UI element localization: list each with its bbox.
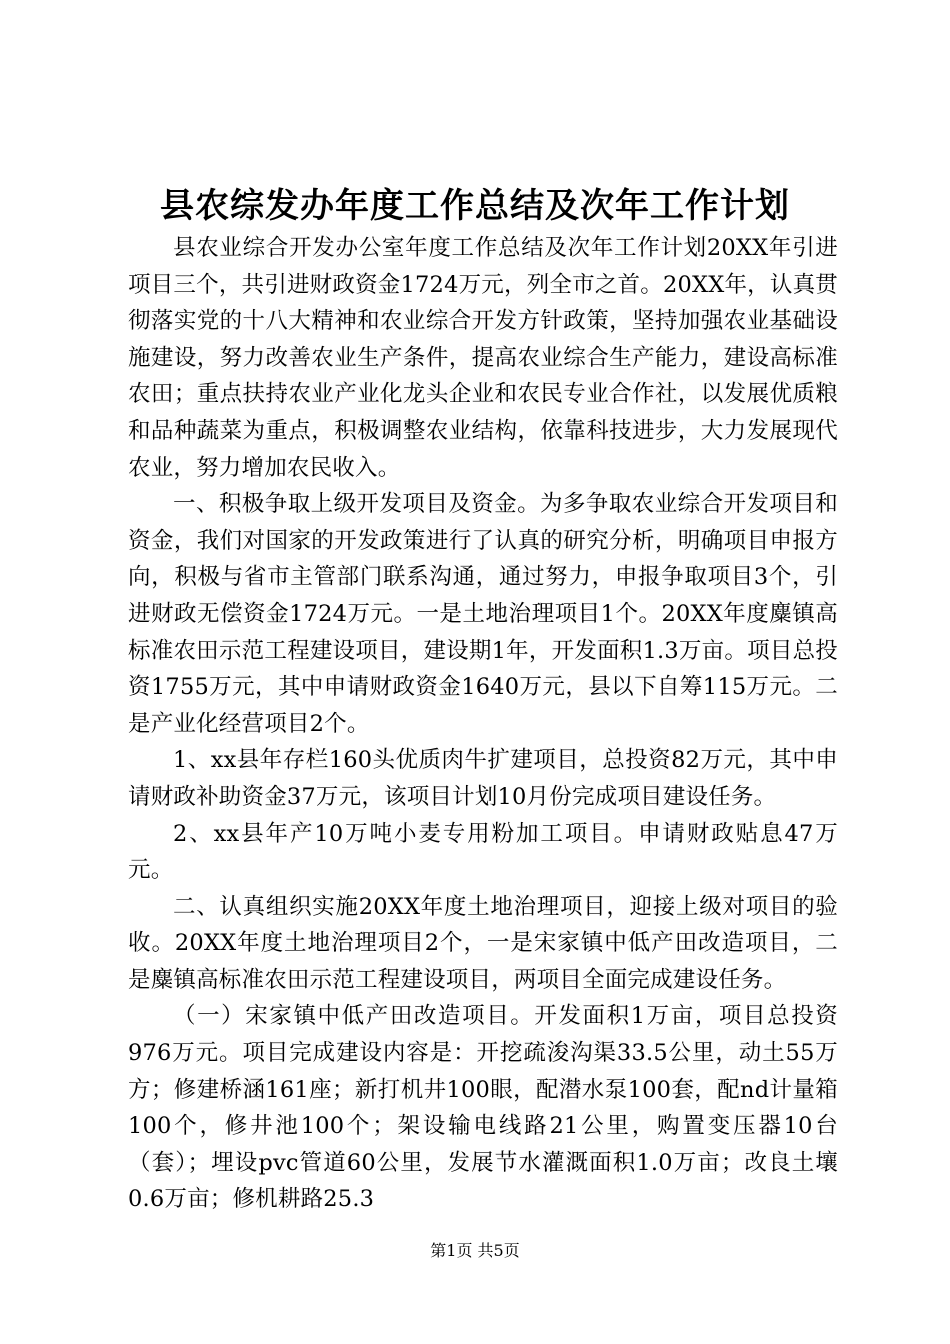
document-title: 县农综发办年度工作总结及次年工作计划 <box>160 186 790 226</box>
paragraph-section-1: 一、积极争取上级开发项目及资金。为多争取农业综合开发项目和资金，我们对国家的开发政策进行了认真的研究分析，明确项目申报方向，积极与省市主管部门联系沟通，通过努力，申报争取项目3个，引进财政无偿资金1724万元。一是土地治理项目1个。20XX年度麋镇高标准农田示范工程建设项目，建设期1年，开发面积1.3万亩。项目总投资1755万元，其中申请财政资金1640万元，县以下自筹115万元。二是产业化经营项目2个。 <box>128 491 838 737</box>
paragraph-item-1: 1、xx县年存栏160头优质肉牛扩建项目，总投资82万元，其中申请财政补助资金37万元，该项目计划10月份完成项目建设任务。 <box>128 747 838 810</box>
paragraph-intro: 县农业综合开发办公室年度工作总结及次年工作计划20XX年引进项目三个，共引进财政资金1724万元，列全市之首。20XX年，认真贯彻落实党的十八大精神和农业综合开发方针政策，坚持加强农业基础设施建设，努力改善农业生产条件，提高农业综合生产能力，建设高标准农田；重点扶持农业产业化龙头企业和农民专业合作社，以发展优质粮和品种蔬菜为重点，积极调整农业结构，依靠科技进步，大力发展现代农业，努力增加农民收入。 <box>128 235 838 481</box>
document-body <box>128 230 838 1218</box>
paragraph-item-2: 2、xx县年产10万吨小麦专用粉加工项目。申请财政贴息47万元。 <box>128 820 838 884</box>
paragraph-subsection-1: （一）宋家镇中低产田改造项目。开发面积1万亩，项目总投资976万元。项目完成建设内容是：开挖疏浚沟渠33.5公里，动土55万方；修建桥涵161座；新打机井100眼，配潜水泵100套，配nd计量箱100个，修井池100个；架设输电线路21公里，购置变压器10台（套）；埋设pvc管道60公里，发展节水灌溉面积1.0万亩；改良土壤0.6万亩；修机耕路25.3 <box>128 1003 838 1213</box>
paragraph-section-2: 二、认真组织实施20XX年度土地治理项目，迎接上级对项目的验收。20XX年度土地治理项目2个，一是宋家镇中低产田改造项目，二是麋镇高标准农田示范工程建设项目，两项目全面完成建设任务。 <box>128 893 838 993</box>
page-number-footer: 第1页 共5页 <box>430 1241 520 1260</box>
